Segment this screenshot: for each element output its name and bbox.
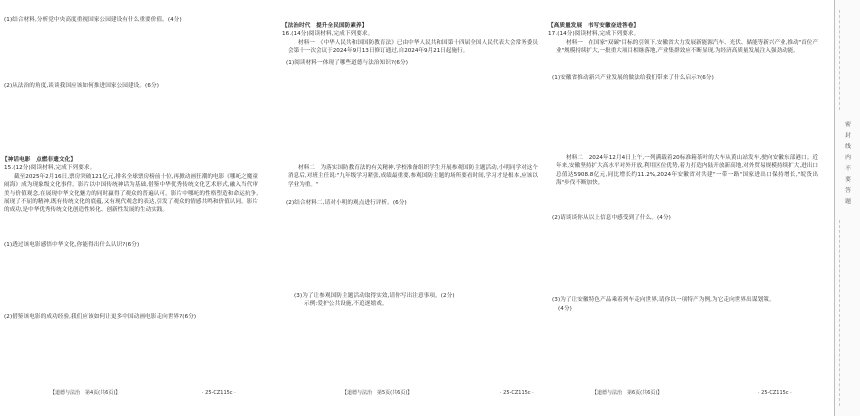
seal-char: 内 — [845, 155, 851, 161]
page-footer-code: · 25-CZ115c · — [500, 390, 534, 396]
seal-char: 封 — [845, 133, 851, 139]
q16-material2: 材料二 为落实国防教育法的有关精神,学校准备组织学生开展参观国防主题活动,小明同学对这个消息后,对班主任说:"九年级学习紧张,成绩最重要,参观国防主题的场所要看时间,学习才是根本,应该以学业为重。" — [288, 165, 538, 188]
page-footer-label: 【道德与法治 第4页(共6页)】 — [50, 390, 121, 396]
page-footer-label: 【道德与法治 第6页(共6页)】 — [592, 390, 663, 396]
q17-sub2: (2)请谈谈你从以上信息中感受到了什么。(4分) — [552, 215, 671, 221]
q15-title: 15.(12分)阅读材料,完成下列要求。 — [4, 165, 96, 171]
q17-material1: 材料一 在国家"双碳"目标的引领下,安徽省大力发展新能源汽车、光伏、储能等新兴产业,推动"首位产业"规模持续扩大,一批重大项目相继落地,产业集群效应不断显现,为经济高质量发展注入强劲动能。 — [556, 40, 818, 55]
seal-char: 线 — [845, 144, 851, 150]
q17-title: 17.(14分)阅读材料,完成下列要求。 — [548, 31, 640, 37]
q16-sub3: (3)为了让参观国防主题活动取得实效,请你写出注意事项。(2分) — [294, 293, 455, 299]
q16-sub2: (2)结合材料二,请对小明的观点进行评析。(6分) — [286, 200, 407, 206]
seal-line-bottom — [839, 220, 841, 406]
page-footer-code: · 25-CZ115c · — [202, 390, 236, 396]
page-footer-code: · 25-CZ115c · — [758, 390, 792, 396]
section-heading: 【高质量发展 书写安徽奋进答卷】 — [548, 23, 640, 29]
seal-line-top — [839, 10, 841, 110]
q16-example: 示例:爱护公共设施,不追逐嬉戏。 — [304, 301, 388, 307]
exam-page-4 — [0, 0, 270, 416]
q15-material: 截至2025年2月16日,票房突破121亿元,排名全球票房榜前十位,再掀动画狂潮的电影《哪吒之魔童闹海》成为现象级文化事件。影片以中国传统神话为基础,借鉴中华优秀传统文化艺术形式,融入当代审美与价值观念,在展现中华文化魅力的同时赢得了观众的普遍认可。影片中哪吒的性格塑造和命运抗争,展现了不屈的精神,既有传统文化的底蕴,又有现代观念的表达,引发了观众的情感共鸣和价值认同。影片的成功,是中华优秀传统文化创造性转化、创新性发展的生动实践。 — [4, 174, 258, 214]
exam-page-6 — [548, 0, 830, 416]
q14-sub1: (1)结合材料,分析党中央高度重视国家公园建设有什么重要价值。(4分) — [4, 17, 182, 23]
q14-sub2: (2)从法治的角度,谈谈我国应该如何推进国家公园建设。(6分) — [4, 83, 159, 89]
q16-material1: 材料一 《中华人民共和国国防教育法》已由中华人民共和国第十四届全国人民代表大会常务委员会第十一次会议于2024年9月13日修订通过,自2024年9月21日起施行。 — [288, 40, 538, 55]
q15-sub2: (2)借鉴该电影的成功经验,我们应该如何让更多中国动画电影走向世界?(6分) — [4, 314, 197, 320]
seal-char: 不 — [845, 166, 851, 172]
q16-sub1: (1)阅读材料一体现了哪些道德与法治知识?(6分) — [286, 60, 409, 66]
exam-page-5 — [280, 0, 550, 416]
q16-title: 16.(14分)阅读材料,完成下列要求。 — [282, 31, 374, 37]
q15-sub1: (1)透过该电影感悟中华文化,你能得出什么认识?(6分) — [4, 242, 140, 248]
seal-line-notice — [842, 120, 854, 208]
seal-char: 密 — [845, 122, 851, 128]
seal-char: 要 — [845, 177, 851, 183]
section-heading: 【法治时代 提升全民国防素养】 — [282, 23, 368, 29]
q17-sub3-score: (4分) — [558, 306, 572, 312]
page-footer-label: 【道德与法治 第5页(共6页)】 — [342, 390, 413, 396]
binding-margin — [834, 0, 860, 416]
q17-sub1: (1)安徽省推动新兴产业发展的做法给我们带来了什么启示?(6分) — [552, 75, 714, 81]
q17-sub3: (3)为了让安徽特色产品乘着列车走向世界,请你以一项特产为例,为它走向世界出谋划策。 — [552, 297, 775, 303]
seal-char: 答 — [845, 188, 851, 194]
q17-material2: 材料二 2024年12月4日上午,一列满载着20标准箱茶叶的大车从黄山站发车,驶向安徽东部港口。近年来,安徽坚持扩大高水平对外开放,利用区位优势,着力打造内陆开放新高地,对外贸易规模持续扩大,进出口总值达5908.8亿元,同比增长约11.2%,2024年安徽省对共建"一带一路"国家进出口保持增长,"皖货出海"步伐不断加快。 — [556, 155, 818, 186]
seal-char: 题 — [845, 199, 851, 205]
section-heading: 【神话电影 点燃非遗文化】 — [2, 157, 77, 163]
